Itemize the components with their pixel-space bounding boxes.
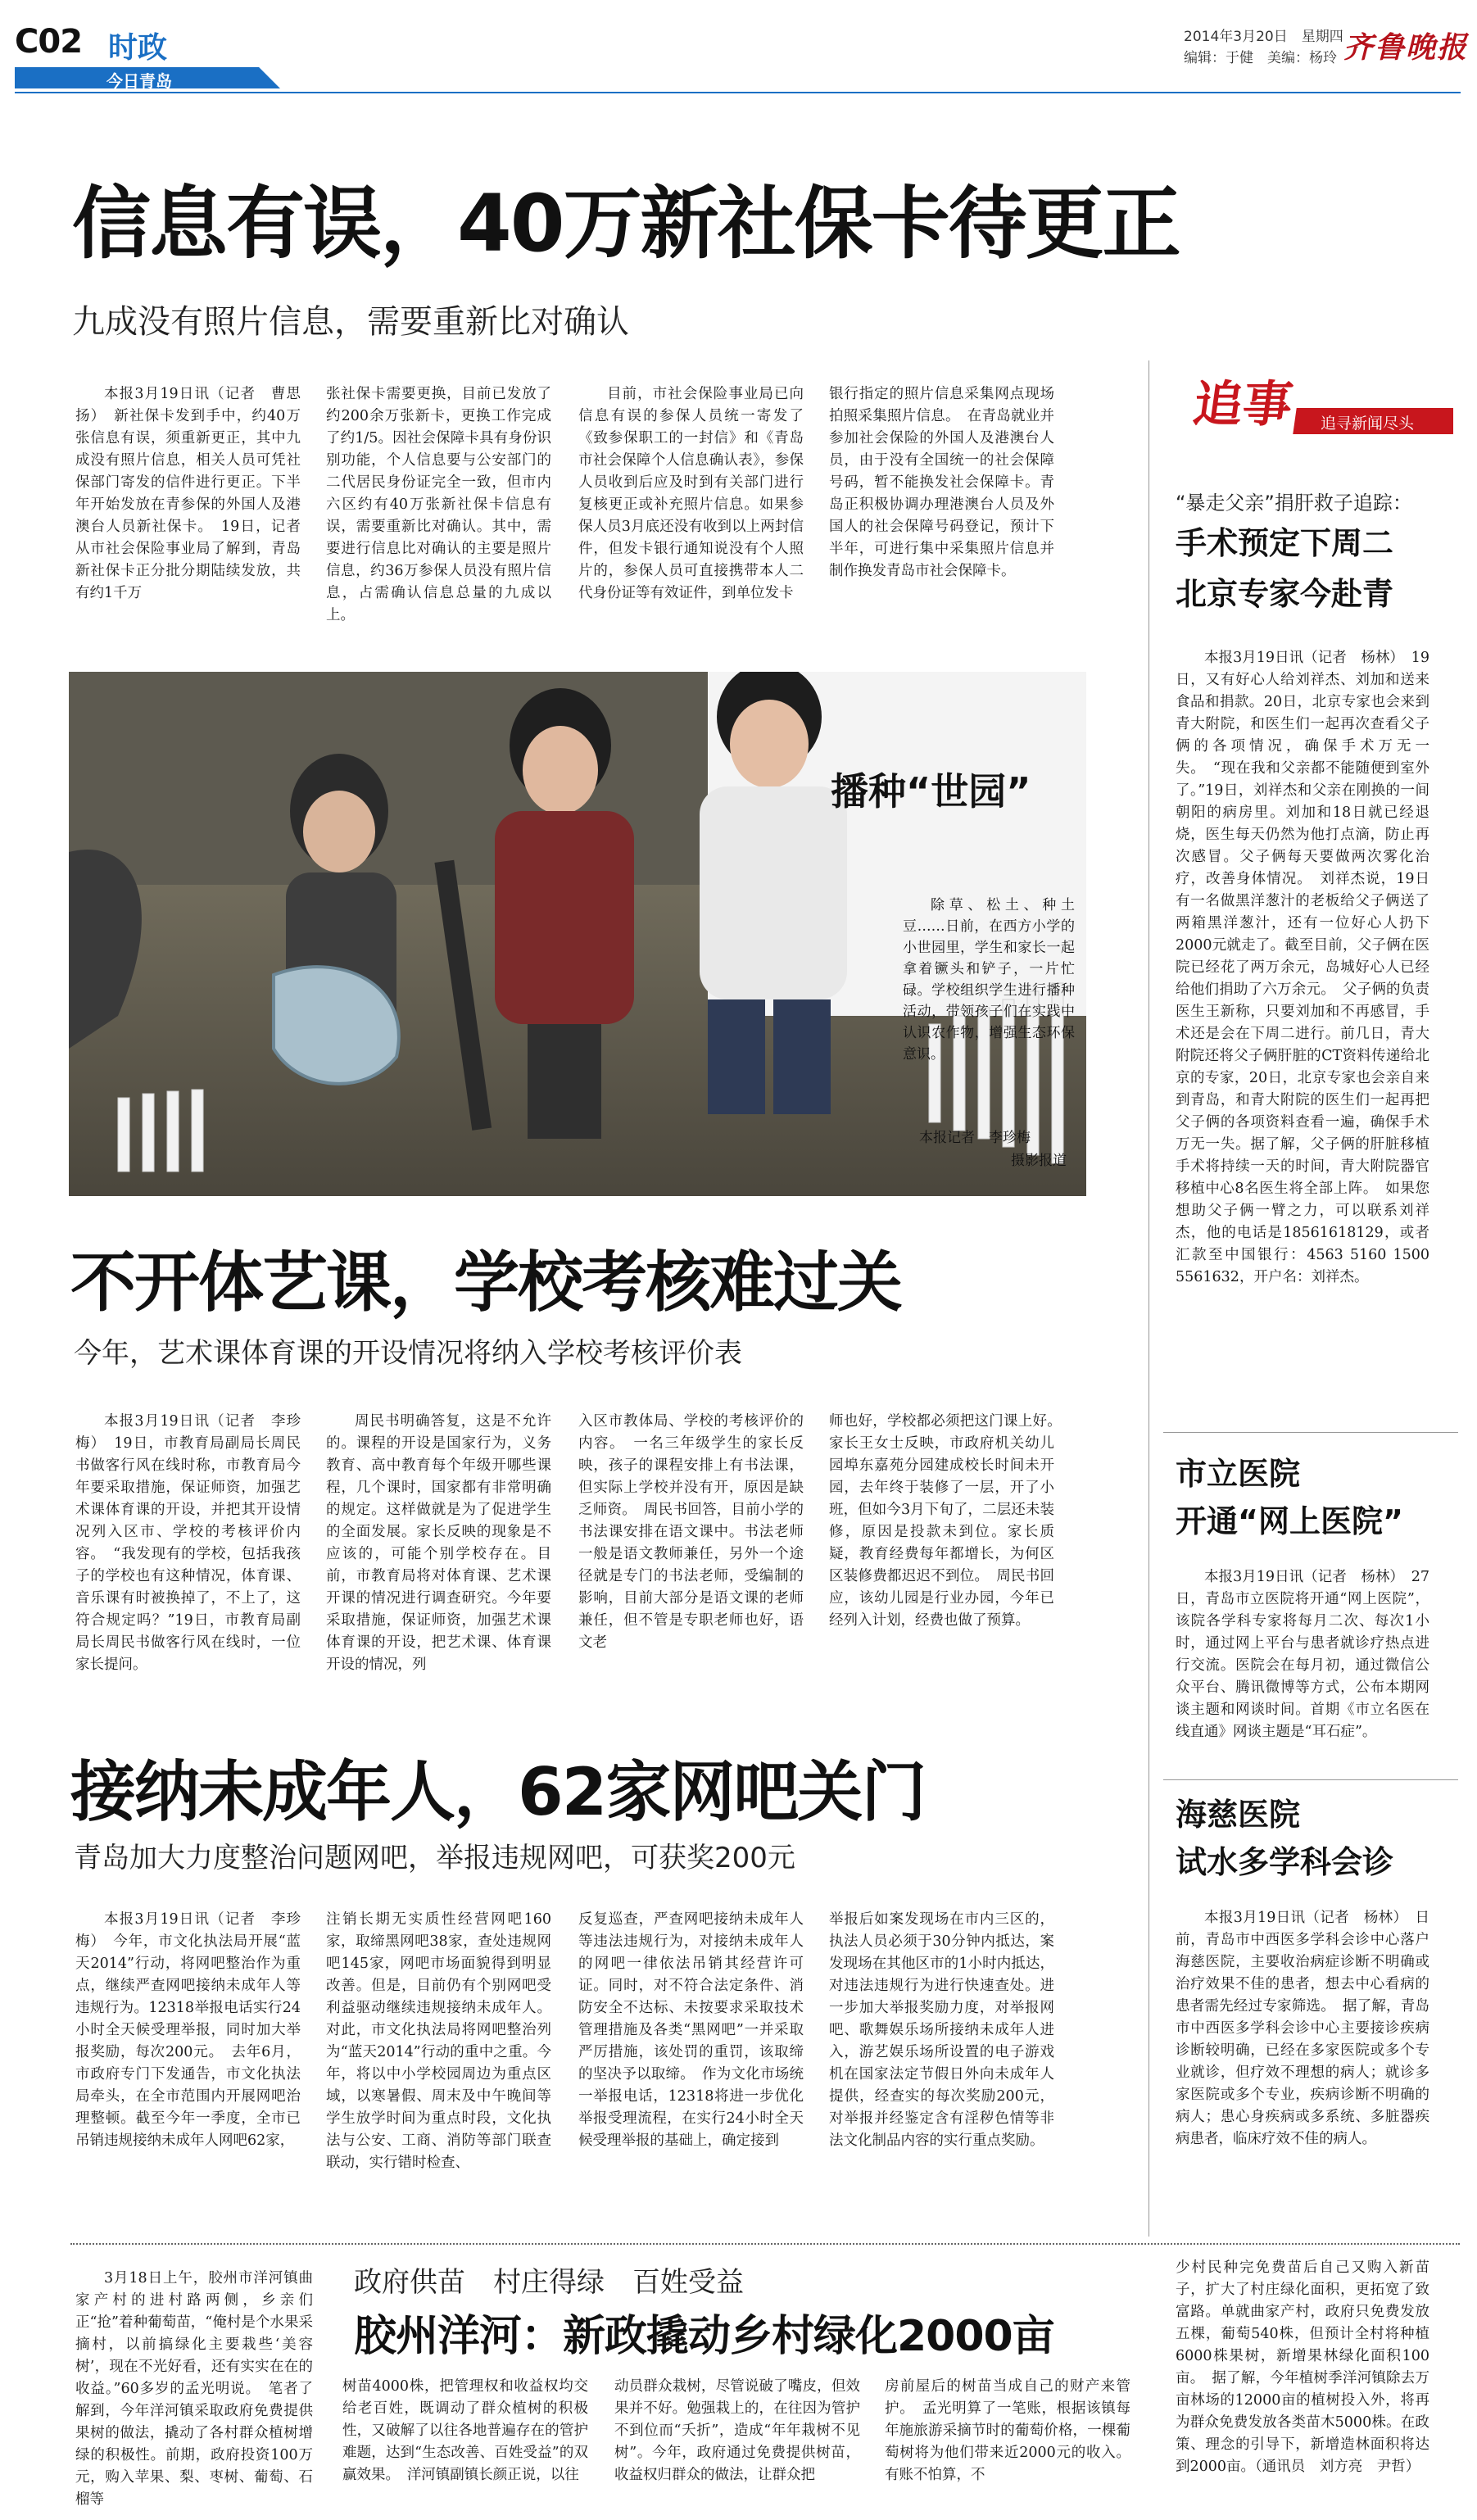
story4-col3-text: 动员群众栽树，尽管说破了嘴皮，但效果并不好。勉强栽上的，在往因为管护不到位而“夭折”，造成“年年栽树不见树”。今年，政府通过免费提供树苗，收益权归群众的做法，让群众把 (614, 2378, 860, 2483)
sidebar-story2-body-text: 本报3月19日讯（记者 杨林） 27日，青岛市立医院将开通“网上医院”，该院各学科专家将每月二次、每次1小时，通过网上平台与患者就诊疗热点进行交流。医院会在每月初，通过微信公众平台、腾讯微博等方式，公布本期网谈主题和网谈时间。首期《市立名医在线直通》网谈主题是“耳石症”。 (1176, 1569, 1429, 1740)
sidebar-story3-title-line1: 海慈医院 (1176, 1797, 1301, 1833)
story3-col4-text: 举报后如案发现场在市内三区的，执法人员必须于30分钟内抵达，案发现场在其他区市的1小时内抵达，对违法违规行为进行快速查处。进一步加大举报奖励力度，对举报网吧、歌舞娱乐场所接纳未成年人进入，游艺娱乐场所设置的电子游戏机在国家法定节假日外向未成年人提供，经查实的每次奖励200元，对举报并经鉴定含有淫秽色情等非法文化制品内容的实行重点奖励。 (829, 1911, 1054, 2149)
story2-col4 (829, 1411, 1069, 1722)
story3-col3 (578, 1909, 804, 2228)
sidebar-story2-title-line1: 市立医院 (1176, 1456, 1301, 1492)
sidebar-story2-body (1176, 1566, 1429, 1779)
story2-col3 (578, 1411, 804, 1722)
story2-col1 (75, 1411, 301, 1722)
photo-credit-line2: 摄影报道 (1011, 1153, 1067, 1169)
story3-col2 (326, 1909, 551, 2228)
sidebar-story1-title-line2: 北京专家今赴青 (1176, 576, 1394, 612)
story1-col3 (578, 383, 804, 644)
story1-col2 (326, 383, 551, 644)
story2-col3-text: 入区市教体局、学校的考核评价的内容。 一名三年级学生的家长反映，孩子的课程安排上有书法课，但实际上学校并没有开，原因是缺乏师资。 周民书回答，目前小学的书法课安排在语文课中。书法老师一般是语文教师兼任，另外一个途径就是专门的书法老师，受编制的影响，目前大部分是语文课的老师兼任，但不管是专职老师也好，语文老 (578, 1413, 804, 1651)
story2-subhead: 今年，艺术课体育课的开设情况将纳入学校考核评价表 (74, 1337, 742, 1370)
story1-col1-text: 本报3月19日讯（记者 曹思扬） 新社保卡发到手中，约40万张信息有误，须重新更正，其中九成没有照片信息，相关人员可凭社保部门寄发的信件进行更正。下半年开始发放在青参保的外国人及港澳台人员新社保卡。 19日，记者从市社会保险事业局了解到，青岛新社保卡正分批分期陆续发放，共有约1千万 (75, 386, 301, 601)
sidebar-badge-block (1189, 360, 1460, 451)
page-header (0, 0, 1477, 90)
sidebar-story3-body (1176, 1907, 1429, 2235)
story4-col1-text: 3月18日上午，胶州市洋河镇曲家产村的进村路两侧，乡亲们正“抢”着种葡萄苗，“俺村是个水果采摘村，以前搞绿化主要栽些‘美容树’，现在不光好看，还有实实在在的收益。”60多岁的孟光明说。 笔者了解到，今年洋河镇采取政府免费提供果树的做法，撬动了各村群众植树增绿的积极性。前期，政府投资100万元，购入苹果、梨、枣树、葡萄、石榴等 (75, 2270, 313, 2508)
sidebar-badge: 追事 (1185, 365, 1303, 436)
news-photo (69, 672, 1086, 1196)
sidebar-story1-kicker: “暴走父亲”捐肝救子追踪： (1176, 492, 1412, 514)
header-rule (15, 92, 1461, 93)
story3-col1-text: 本报3月19日讯（记者 李珍梅） 今年，市文化执法局开展“蓝天2014”行动，将网吧整治作为重点，继续严查网吧接纳未成年人等违规行为。12318举报电话实行24小时全天候受理举报，同时加大举报奖励，每次200元。 去年6月，市政府专门下发通告，市文化执法局牵头，在全市范围内开展网吧治理整顿。截至今年一季度，全市已吊销违规接纳未成年人网吧62家， (75, 1911, 301, 2149)
sidebar-story3-body-text: 本报3月19日讯（记者 杨林） 日前，青岛市中西医多学科会诊中心落户海慈医院，主要收治病症诊断不明确或治疗效果不佳的患者，想去中心看病的患者需先经过专家筛选。 据了解，青岛市中西医多学科会诊中心主要接诊疾病诊断较明确，已经在多家医院或多个专业就诊，但疗效不理想的病人；就诊多家医院或多个专业，疾病诊断不明确的病人；患心身疾病或多系统、多脏器疾病患者，临床疗效不佳的病人。 (1176, 1910, 1429, 2147)
sidebar-story1-body-text: 本报3月19日讯（记者 杨林） 19日，又有好心人给刘祥杰、刘加和送来食品和捐款。20日，北京专家也会来到青大附院，和医生们一起再次查看父子俩的各项情况，确保手术万无一失。 “现在我和父亲都不能随便到室外了。”19日，刘祥杰和父亲在刚换的一间朝阳的病房里。刘加和18日就已经退烧，医生每天仍然为他打点滴，防止再次感冒。父子俩每天要做两次雾化治疗，改善身体情况。 刘祥杰说，19日有一名做黑洋葱汁的老板给父子俩送了两箱黑洋葱汁，还有一位好心人扔下2000元就走了。截至目前，父子俩在医院已经花了两万余元，岛城好心人已经给他们捐助了六万余元。 父子俩的负责医生王新称，只要刘加和不再感冒，手术还是会在下周二进行。前几日，青大附院还将父子俩肝脏的CT资料传递给北京的专家，20日，北京专家也会亲自来到青岛，和青大附院的医生们一起再把父子俩的各项资料查看一遍，确保手术万无一失。据了解，父子俩的肝脏移植手术将持续一天的时间，青大附院器官移植中心8名医生将全部上阵。 如果您想助父子俩一臂之力，可以联系刘祥杰，他的电话是18561618129，或者汇款至中国银行：4563 5160 1500 5561632，开户名：刘祥杰。 (1176, 650, 1429, 1285)
story1-col2-text: 张社保卡需要更换，目前已发放了约200余万张新卡，更换工作完成了约1/5。因社会保障卡具有身份识别功能，个人信息要与公安部门的二代居民身份证完全一致，但市内六区约有40万张新社保卡信息有误，需要重新比对确认。其中，需要进行信息比对确认的主要是照片信息，约36万参保人员没有照片信息，占需确认信息总量的九成以上。 (326, 386, 551, 623)
story4-col2 (342, 2376, 588, 2507)
photo-credit-line1: 本报记者 李珍梅 (919, 1130, 1031, 1146)
story1-col1 (75, 383, 301, 644)
story1-col3-text: 目前，市社会保险事业局已向信息有误的参保人员统一寄发了《致参保职工的一封信》和《青岛市社会保障个人信息确认表》，参保人员收到后应及时到有关部门进行复核更正或补充照片信息。如果参保人员3月底还没有收到以上两封信件，但发卡银行通知说没有个人照片的，参保人员可直接携带本人二代身份证等有效证件，到单位发卡 (578, 386, 804, 601)
issue-date: 2014年3月20日 星期四 (1184, 29, 1343, 45)
subsection-label: 今日青岛 (106, 71, 172, 91)
story3-subhead: 青岛加大力度整治问题网吧，举报违规网吧，可获奖200元 (74, 1842, 795, 1874)
story1-subhead: 九成没有照片信息，需要重新比对确认 (72, 303, 629, 341)
story3-headline: 接纳未成年人，62家网吧关门 (70, 1754, 926, 1830)
masthead-logo: 齐鲁晚报 (1343, 30, 1469, 65)
story2-col2 (326, 1411, 551, 1722)
story3-col3-text: 反复巡查，严查网吧接纳未成年人等违法违规行为，对接纳未成年人的网吧一律依法吊销其经营许可证。同时，对不符合法定条件、消防安全不达标、未按要求采取技术管理措施及各类“黑网吧”一并采取严厉措施，该处罚的重罚，该取缔的坚决予以取缔。 作为文化市场统一举报电话，12318将进一步优化举报受理流程，在实行24小时全天候受理举报的基础上，确定接到 (578, 1911, 804, 2149)
story3-col2-text: 注销长期无实质性经营网吧160家，取缔黑网吧38家，查处违规网吧145家，网吧市场面貌得到明显改善。但是，目前仍有个别网吧受利益驱动继续违规接纳未成年人。对此，市文化执法局将网吧整治列为“蓝天2014”行动的重中之重。今年，将以中小学校园周边为重点区域，以寒暑假、周末及中午晚间等学生放学时间为重点时段，文化执法与公安、工商、消防等部门联查联动，实行错时检查、 (326, 1911, 551, 2171)
photo-title: 播种“世园” (831, 769, 1031, 814)
sidebar-rule-2 (1163, 1779, 1458, 1780)
sidebar-story2-title-line2: 开通“网上医院” (1176, 1503, 1403, 1539)
story4-headline: 胶州洋河：新政撬动乡村绿化2000亩 (354, 2312, 1054, 2361)
story4-col4 (885, 2376, 1130, 2507)
sidebar-story1-body (1176, 647, 1429, 1442)
sidebar-badge-caption: 追寻新闻尽头 (1321, 415, 1415, 433)
story4-col5-text: 少村民种完免费苗后自己又购入新苗子，扩大了村庄绿化面积，更拓宽了致富路。单就曲家产村，政府只免费发放五棵，葡萄540株，但预计全村将种植6000株果树，新增果林绿化面积100亩。 据了解，今年植树季洋河镇除去万亩林场的12000亩的植树投入外，将再为群众免费发放各类苗木5000株。在政策、理念的引导下，新增造林面积将达到2000亩。（通讯员 刘方亮 尹哲） (1176, 2259, 1429, 2475)
story4-kicker: 政府供苗 村庄得绿 百姓受益 (354, 2266, 744, 2299)
sidebar-story1-title-line1: 手术预定下周二 (1176, 525, 1394, 561)
section-label: 时政 (108, 31, 168, 65)
bottom-story-rule (70, 2243, 1460, 2245)
story4-col5 (1176, 2257, 1429, 2507)
story3-col1 (75, 1909, 301, 2228)
story2-headline: 不开体艺课，学校考核难过关 (70, 1244, 901, 1321)
story2-col4-text: 师也好，学校都必须把这门课上好。 家长王女士反映，市政府机关幼儿园埠东嘉苑分园建成校长时间未开园，去年终于装修了一层，开了小班，但如今3月下旬了，二层还未装修，原因是投款未到位。家长质疑，教育经费每年都增长，为何区区装修费都迟迟不到位。 周民书回应，该幼儿园是行业办园，今年已经列入计划，经费也做了预算。 (829, 1413, 1069, 1629)
story4-col4-text: 房前屋后的树苗当成自己的财产来管护。 孟光明算了一笔账，根据该镇每年施旅游采摘节时的葡萄价格，一棵葡萄树将为他们带来近2000元的收入。有账不怕算，不 (885, 2378, 1130, 2483)
story4-col3 (614, 2376, 860, 2507)
page-code: C02 (15, 23, 83, 61)
sidebar-story3-title-line2: 试水多学科会诊 (1176, 1844, 1394, 1880)
story4-col2-text: 树苗4000株，把管理权和收益权均交给老百姓，既调动了群众植树的积极性，又破解了以往各地普遍存在的管护难题，达到“生态改善、百姓受益”的双赢效果。 洋河镇副镇长颜正说，以往 (342, 2378, 588, 2483)
story1-col4 (829, 383, 1054, 644)
editors-line: 编辑：于健 美编：杨玲 (1184, 50, 1337, 66)
story4-col1 (75, 2268, 313, 2508)
story1-headline: 信息有误，40万新社保卡待更正 (72, 178, 1180, 270)
story2-col1-text: 本报3月19日讯（记者 李珍梅） 19日，市教育局副局长周民书做客行风在线时称，市教育局今年要采取措施，保证师资，加强艺术课体育课的开设，并把其开设情况列入区市、学校的考核评价内容。 “我发现有的学校，包括我孩子的学校也有这种情况，体育课、音乐课有时被换掉了，不上了，这符合规定吗？”19日，市教育局副局长周民书做客行风在线时，一位家长提问。 (75, 1413, 301, 1673)
sidebar-rule-1 (1163, 1432, 1458, 1433)
photo-caption (903, 895, 1075, 1065)
story1-col4-text: 银行指定的照片信息采集网点现场拍照采集照片信息。 在青岛就业并参加社会保险的外国人及港澳台人员，由于没有全国统一的社会保障号码，暂不能换发社会保障卡。青岛正积极协调办理港澳台人员及外国人的社会保障号码登记，预计下半年，可进行集中采集照片信息并制作换发青岛市社会保障卡。 (829, 386, 1054, 579)
photo-caption-text: 除草、松土、种土豆……日前，在西方小学的小世园里，学生和家长一起拿着镢头和铲子，一片忙碌。学校组织学生进行播种活动，带领孩子们在实践中认识农作物，增强生态环保意识。 (903, 897, 1075, 1063)
story3-col4 (829, 1909, 1054, 2228)
story2-col2-text: 周民书明确答复，这是不允许的。课程的开设是国家行为，义务教育、高中教育每个年级开哪些课程，几个课时，国家都有非常明确的规定。这样做就是为了促进学生的全面发展。家长反映的现象是不应该的，可能个别学校存在。目前，市教育局将对体育课、艺术课开课的情况进行调查研究。今年要采取措施，保证师资，加强艺术课体育课的开设，把艺术课、体育课开设的情况，列 (326, 1413, 551, 1673)
